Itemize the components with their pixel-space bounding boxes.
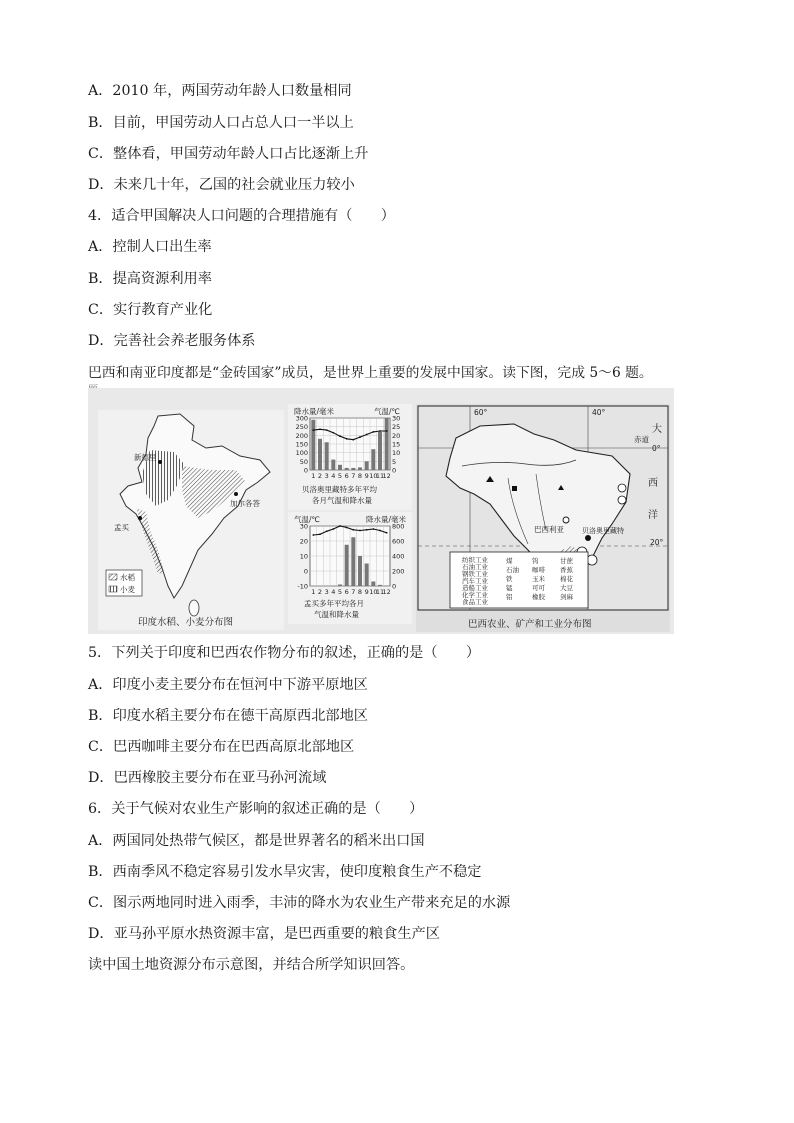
chart2-ytick-left: 0 — [303, 567, 308, 576]
chart1-temp-point — [379, 430, 381, 432]
chart1-bar — [345, 468, 349, 470]
resource-symbol-1 — [512, 486, 517, 491]
chart1-xtick: 12 — [382, 472, 391, 480]
chart1-ytick-left: 100 — [295, 449, 308, 458]
chart1-temp-point — [372, 431, 374, 433]
chart1-ytick-right: 5 — [392, 457, 397, 466]
brazil-map-caption: 巴西农业、矿产和工业分布图 — [468, 619, 592, 630]
legend-res-10: 可可 — [532, 584, 545, 592]
q5-option-b: B．印度水稻主要分布在德干高原西北部地区 — [88, 708, 368, 724]
chart2-xtick: 3 — [324, 588, 329, 596]
legend-res-0: 煤 — [506, 557, 513, 565]
chart2-temp-point — [386, 532, 388, 534]
label-kolkata: 加尔各答 — [230, 499, 260, 508]
chart2-xtick: 6 — [344, 588, 349, 596]
q6-option-c: C．图示两地同时进入雨季，丰沛的降水为农业生产带来充足的水源 — [88, 895, 511, 911]
legend-res-12: 铝 — [506, 593, 513, 601]
chart1-temp-point — [319, 428, 321, 430]
chart1-ytick-left: 0 — [303, 466, 308, 475]
q6-option-b: B．西南季风不稳定容易引发水旱灾害，使印度粮食生产不稳定 — [88, 864, 482, 880]
legend-rice: 水稻 — [120, 573, 135, 582]
chart1-panel — [288, 404, 412, 510]
chart1-xtick: 10 — [369, 472, 378, 480]
chart1-xtick: 5 — [337, 472, 343, 480]
chart2-bar — [345, 545, 349, 586]
chart1-temp-point — [366, 434, 368, 436]
chart2-xtick: 2 — [317, 588, 323, 596]
chart1-temp-point — [352, 439, 354, 441]
chart2-ytick-right: 400 — [392, 552, 405, 561]
newdelhi-dot — [158, 460, 162, 464]
chart1-ytick-right: 25 — [392, 423, 401, 432]
chart1-bar — [358, 467, 362, 470]
chart1-xtick: 9 — [364, 472, 369, 480]
chart1-ytick-right: 15 — [392, 440, 401, 449]
chart1-xtick: 4 — [331, 472, 336, 480]
q4-option-b: B．提高资源利用率 — [88, 271, 212, 287]
label-newdelhi: 新德里 — [134, 453, 157, 462]
chart1-ytick-left: 250 — [295, 423, 308, 432]
legend-res-4: 咖啡 — [532, 566, 545, 574]
q6-option-a: A．两国同处热带气候区，都是世界著名的稻米出口国 — [88, 833, 425, 849]
chart1-xtick: 3 — [324, 472, 329, 480]
legend-ind-4: 造船工业 — [462, 584, 488, 592]
kolkata-dot — [234, 492, 238, 496]
chart2-temp-point — [339, 525, 341, 527]
india-map-panel — [98, 410, 284, 630]
q6-stem: 6．关于气候对农业生产影响的叙述正确的是（ ） — [88, 801, 424, 817]
label-lat20: 20° — [650, 538, 664, 547]
legend-res-6: 铁 — [506, 575, 513, 583]
legend-res-3: 石油 — [506, 566, 519, 574]
chart1-temp-point — [332, 432, 334, 434]
chart1-ytick-right: 10 — [392, 449, 401, 458]
chart1-ytick-right: 20 — [392, 431, 401, 440]
label-ocean-2: 西 — [648, 478, 658, 489]
q3-option-b: B．目前，甲国劳动人口占总人口一半以上 — [88, 115, 354, 131]
chart2-bar — [378, 585, 382, 586]
chart1-ytick-left: 150 — [295, 440, 308, 449]
chart1-temp-point — [326, 429, 328, 431]
chart2-xtick: 12 — [382, 588, 391, 596]
chart2-temp-point — [319, 533, 321, 535]
chart2-bar — [338, 585, 342, 587]
label-mumbai: 孟买 — [114, 523, 129, 532]
chart2-ytick-left: 20 — [299, 537, 308, 546]
chart2-bar — [358, 556, 362, 586]
legend-res-14: 剑麻 — [560, 593, 573, 601]
mumbai-dot — [138, 516, 142, 520]
q6-option-d: D．亚马孙平原水热资源丰富，是巴西重要的粮食生产区 — [88, 926, 440, 942]
chart2-ytick-right: 600 — [392, 537, 405, 546]
chart1-xtick: 8 — [357, 472, 363, 480]
chart2-xtick: 10 — [369, 588, 378, 596]
chart2-temp-point — [379, 530, 381, 532]
chart1-temp-point — [346, 438, 348, 440]
label-lon40: 40° — [592, 408, 606, 417]
legend-res-1: 钨 — [532, 557, 539, 565]
chart2-xtick: 8 — [357, 588, 363, 596]
q4-stem: 4．适合甲国解决人口问题的合理措施有（ ） — [88, 208, 395, 224]
chart2-ytick-right: 200 — [392, 567, 405, 576]
chart1-temp-point — [312, 429, 314, 431]
legend-res-7: 玉米 — [532, 575, 545, 583]
q3-option-a: A．2010 年，两国劳动年龄人口数量相同 — [88, 83, 352, 99]
chart1-bar — [325, 442, 329, 470]
chart2-caption-2: 气温和降水量 — [314, 610, 359, 619]
q4-option-d: D．完善社会养老服务体系 — [88, 333, 256, 349]
legend-ind-0: 纺织工业 — [462, 556, 488, 564]
chart1-caption-2: 各月气温和降水量 — [312, 496, 372, 505]
india-map — [98, 410, 284, 630]
chart2-xtick: 4 — [331, 588, 336, 596]
q3-option-d: D．未来几十年，乙国的社会就业压力较小 — [88, 177, 355, 193]
chart2-bar — [351, 537, 355, 586]
chart2-bar — [365, 564, 369, 587]
legend-res-9: 锰 — [506, 584, 513, 592]
chart2-ytick-left: -10 — [297, 582, 308, 591]
chart1-right-unit: 气温/℃ — [374, 407, 400, 416]
chart2-ytick-left: 10 — [299, 552, 308, 561]
industry-marker-4 — [618, 496, 626, 504]
outro-text: 读中国土地资源分布示意图，并结合所学知识回答。 — [88, 957, 415, 973]
chart2-panel — [288, 512, 412, 624]
chart2-temp-point — [346, 527, 348, 529]
chart1-bar — [385, 418, 389, 470]
chart2-temp-point — [366, 529, 368, 531]
chart1-temp-point — [359, 436, 361, 438]
q5-stem: 5．下列关于印度和巴西农作物分布的叙述，正确的是（ ） — [88, 645, 481, 661]
chart1-ytick-left: 300 — [295, 414, 308, 423]
chart1-bar — [371, 449, 375, 470]
india-map-caption: 印度水稻、小麦分布图 — [138, 617, 234, 628]
legend-res-8: 棉花 — [560, 575, 573, 583]
chart1-caption-1: 贝洛奥里藏特多年平均 — [302, 485, 377, 494]
chart2-caption-1: 孟买多年平均各月 — [304, 599, 364, 608]
chart2-xtick: 5 — [337, 588, 343, 596]
legend-ind-6: 食品工业 — [462, 598, 488, 606]
q5-option-a: A．印度小麦主要分布在恒河中下游平原地区 — [88, 677, 368, 693]
chart1-temp-point — [339, 435, 341, 437]
chart1-bar — [331, 460, 335, 470]
legend-res-2: 甘蔗 — [560, 557, 573, 565]
label-brasilia: 巴西利亚 — [534, 525, 564, 534]
brasilia-dot — [563, 517, 569, 523]
chart1-bar — [351, 468, 355, 470]
chart1-xtick: 7 — [351, 472, 356, 480]
figure-block — [88, 388, 674, 634]
chart1-bar — [311, 420, 315, 470]
legend-res-11: 大豆 — [560, 584, 573, 592]
chart2-left-unit: 气温/℃ — [294, 515, 320, 524]
q5-option-d: D．巴西橡胶主要分布在亚马孙河流域 — [88, 770, 327, 786]
chart1-bar — [365, 461, 369, 470]
chart2-xtick: 11 — [375, 588, 385, 596]
legend-res-13: 橡胶 — [532, 593, 545, 601]
chart1-xtick: 1 — [311, 472, 316, 480]
label-bh: 贝洛奥里藏特 — [582, 527, 624, 535]
legend-ind-3: 汽车工业 — [462, 577, 488, 585]
legend-res-5: 香蕉 — [560, 566, 573, 574]
chart1-xtick: 2 — [317, 472, 323, 480]
chart2-xtick: 7 — [351, 588, 356, 596]
label-equator: 赤道 — [634, 435, 649, 444]
intro-text: 巴西和南亚印度都是“金砖国家”成员，是世界上重要的发展中国家。读下图，完成 5～6 题。 — [88, 365, 653, 381]
chart1-ytick-right: 0 — [392, 466, 397, 475]
chart2-ytick-right: 800 — [392, 522, 405, 531]
q3-option-c: C．整体看，甲国劳动年龄人口占比逐渐上升 — [88, 146, 369, 162]
legend-ind-2: 钢铁工业 — [462, 570, 488, 578]
industry-marker-2 — [587, 555, 597, 565]
q5-option-c: C．巴西咖啡主要分布在巴西高原北部地区 — [88, 739, 355, 755]
label-ocean-1: 大 — [652, 424, 662, 435]
chart1-left-unit: 降水量/毫米 — [294, 407, 335, 416]
legend-ind-5: 化学工业 — [462, 591, 488, 599]
q4-option-a: A．控制人口出生率 — [88, 239, 212, 255]
chart1-bar — [318, 439, 322, 470]
brazil-map-panel — [416, 404, 670, 632]
chart1-ytick-left: 50 — [299, 457, 308, 466]
chart1-bar — [338, 465, 342, 470]
chart1-temp-point — [386, 430, 388, 432]
chart2-temp-point — [326, 530, 328, 532]
chart2-xtick: 1 — [311, 588, 316, 596]
q4-option-c: C．实行教育产业化 — [88, 302, 213, 318]
label-lon60: 60° — [474, 408, 488, 417]
chart2-bar — [371, 582, 375, 587]
chart2-ytick-right: 0 — [392, 582, 397, 591]
chart2-xtick: 9 — [364, 588, 369, 596]
legend-ind-1: 石油工业 — [462, 563, 488, 571]
chart2-temp-point — [312, 534, 314, 536]
legend-wheat: 小麦 — [120, 585, 135, 594]
label-ocean-3: 洋 — [648, 510, 658, 521]
chart2-right-unit: 降水量/毫米 — [366, 515, 407, 524]
chart1-xtick: 11 — [375, 472, 385, 480]
chart1-bar — [378, 432, 382, 470]
chart2-temp-point — [372, 528, 374, 530]
industry-marker-3 — [618, 484, 626, 492]
label-zero: 0° — [652, 444, 661, 453]
chart1-xtick: 6 — [344, 472, 349, 480]
chart2-ytick-left: 30 — [299, 522, 308, 531]
chart2-temp-point — [352, 529, 354, 531]
chart1-ytick-left: 200 — [295, 431, 308, 440]
chart2-temp-point — [359, 530, 361, 532]
chart2-temp-point — [332, 528, 334, 530]
chart1-ytick-right: 30 — [392, 414, 401, 423]
